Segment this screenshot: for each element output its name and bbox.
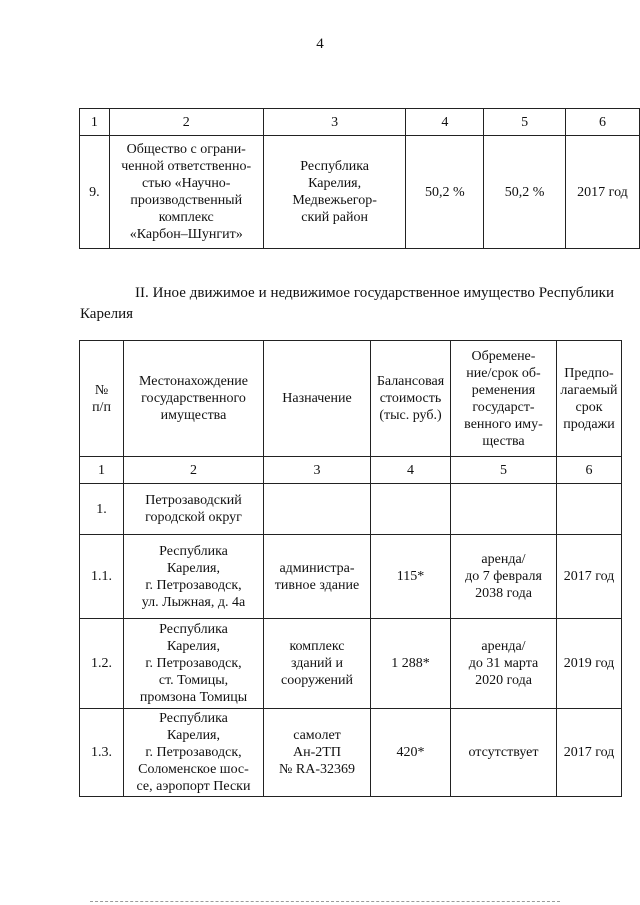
column-header: № п/п (80, 341, 124, 457)
column-number: 5 (484, 109, 566, 136)
property-purpose: комплекс зданий и сооружений (264, 619, 371, 709)
column-number: 4 (371, 457, 451, 484)
property-table (79, 340, 622, 797)
column-number: 2 (109, 109, 263, 136)
share-value: 50,2 % (484, 136, 566, 249)
sale-year: 2017 год (565, 136, 639, 249)
column-number: 3 (264, 457, 371, 484)
row-number: 9. (80, 136, 110, 249)
table-row (80, 136, 640, 249)
balance-value (371, 484, 451, 535)
column-number: 6 (557, 457, 622, 484)
table-row (80, 535, 622, 619)
column-header: Местонахождение государственного имущества (124, 341, 264, 457)
sale-term (557, 484, 622, 535)
encumbrance (451, 484, 557, 535)
page-number: 4 (316, 36, 324, 52)
row-number: 1. (80, 484, 124, 535)
property-location: Республика Карелия, г. Петрозаводск, ст. Томицы, промзона Томицы (124, 619, 264, 709)
column-header: Балансовая стоимость (тыс. руб.) (371, 341, 451, 457)
row-number: 1.3. (80, 709, 124, 797)
scan-artifact-line (90, 901, 560, 903)
company-name: Общество с ограни- ченной ответственно- стью «Научно- производственный комплекс «Карбон–Шунгит» (109, 136, 263, 249)
table-row (80, 709, 622, 797)
company-location: Республика Карелия, Медвежьегор- ский район (263, 136, 406, 249)
property-purpose: администра- тивное здание (264, 535, 371, 619)
table-header-row (80, 341, 622, 457)
column-number: 4 (406, 109, 484, 136)
table-row (80, 619, 622, 709)
encumbrance: аренда/ до 31 марта 2020 года (451, 619, 557, 709)
column-number: 1 (80, 109, 110, 136)
balance-value: 420* (371, 709, 451, 797)
property-purpose: самолет Ан-2ТП № RA-32369 (264, 709, 371, 797)
column-number: 5 (451, 457, 557, 484)
column-header: Обремене- ние/срок об- ременения государст- венного иму- щества (451, 341, 557, 457)
share-value: 50,2 % (406, 136, 484, 249)
column-number: 6 (565, 109, 639, 136)
shares-table (79, 108, 640, 249)
section-heading: II. Иное движимое и недвижимое государственное имущество Республики Карелия (80, 285, 614, 322)
balance-value: 1 288* (371, 619, 451, 709)
sale-term: 2017 год (557, 535, 622, 619)
sale-term: 2019 год (557, 619, 622, 709)
property-purpose (264, 484, 371, 535)
sale-term: 2017 год (557, 709, 622, 797)
balance-value: 115* (371, 535, 451, 619)
column-number-row (80, 457, 622, 484)
column-header: Предпо- лагаемый срок продажи (557, 341, 622, 457)
property-location: Петрозаводский городской округ (124, 484, 264, 535)
row-number: 1.1. (80, 535, 124, 619)
column-number: 1 (80, 457, 124, 484)
encumbrance: отсутствует (451, 709, 557, 797)
column-number: 3 (263, 109, 406, 136)
table-header-row (80, 109, 640, 136)
property-location: Республика Карелия, г. Петрозаводск, ул. Лыжная, д. 4а (124, 535, 264, 619)
column-number: 2 (124, 457, 264, 484)
table-row (80, 484, 622, 535)
row-number: 1.2. (80, 619, 124, 709)
column-header: Назначение (264, 341, 371, 457)
encumbrance: аренда/ до 7 февраля 2038 года (451, 535, 557, 619)
property-location: Республика Карелия, г. Петрозаводск, Соломенское шос- се, аэропорт Пески (124, 709, 264, 797)
